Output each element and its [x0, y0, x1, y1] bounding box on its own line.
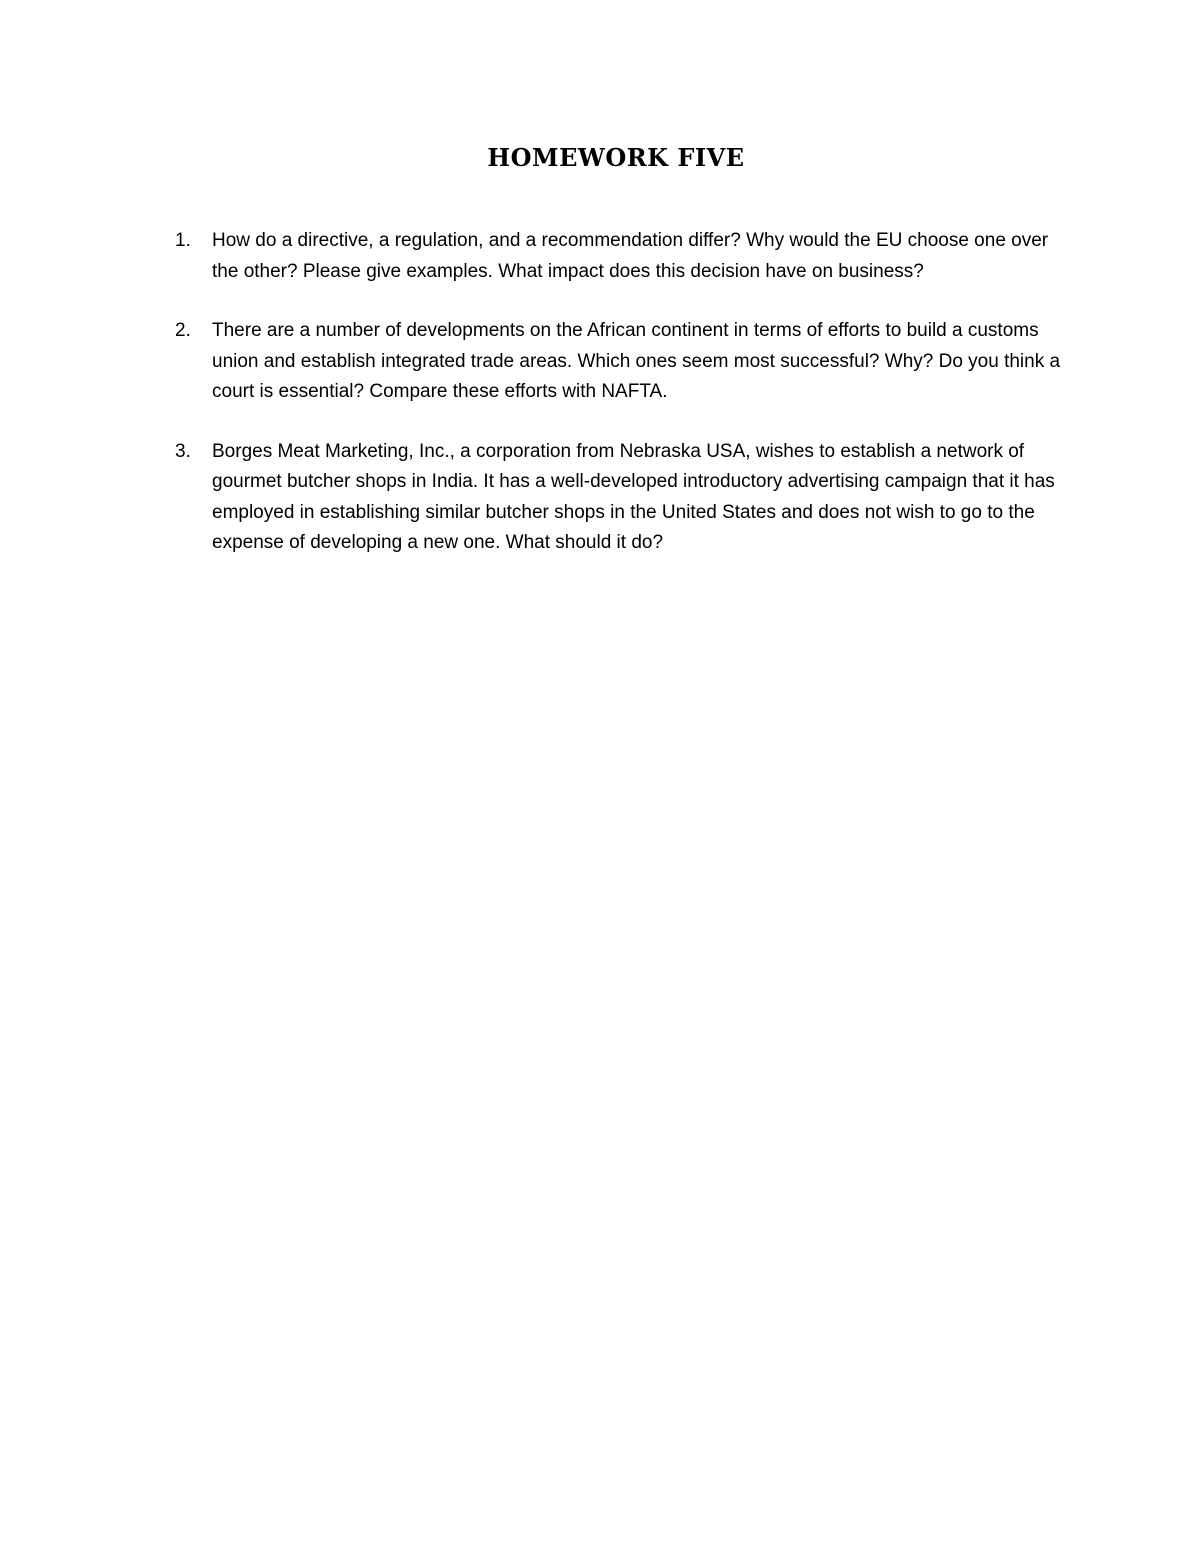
question-text: There are a number of developments on the African continent in terms of efforts to build a customs union and establish integrated trade areas. Which ones seem most successful? Why? Do you think a court is essential? Compare these efforts with NAFTA.: [212, 320, 1061, 402]
question-number: 1.: [175, 230, 191, 251]
question-item-1: [172, 226, 1072, 287]
question-number: 3.: [175, 440, 191, 462]
question-text: Borges Meat Marketing, Inc., a corporation from Nebraska USA, wishes to establish a network of gourmet butcher shops in India. It has a well-developed introductory advertising campaign that it has employed in establishing similar butcher shops in the United States and does not wish to go to the expense of developing a new one. What should it do?: [212, 440, 1055, 553]
question-item-3: [172, 437, 1072, 559]
question-text: How do a directive, a regulation, and a recommendation differ? Why would the EU choose one over the other? Please give examples. What impact does this decision have on business?: [212, 230, 1049, 282]
question-list: [172, 226, 1072, 588]
question-item-2: [172, 316, 1072, 408]
question-number: 2.: [175, 320, 191, 341]
page-title: HOMEWORK FIVE: [487, 143, 745, 172]
